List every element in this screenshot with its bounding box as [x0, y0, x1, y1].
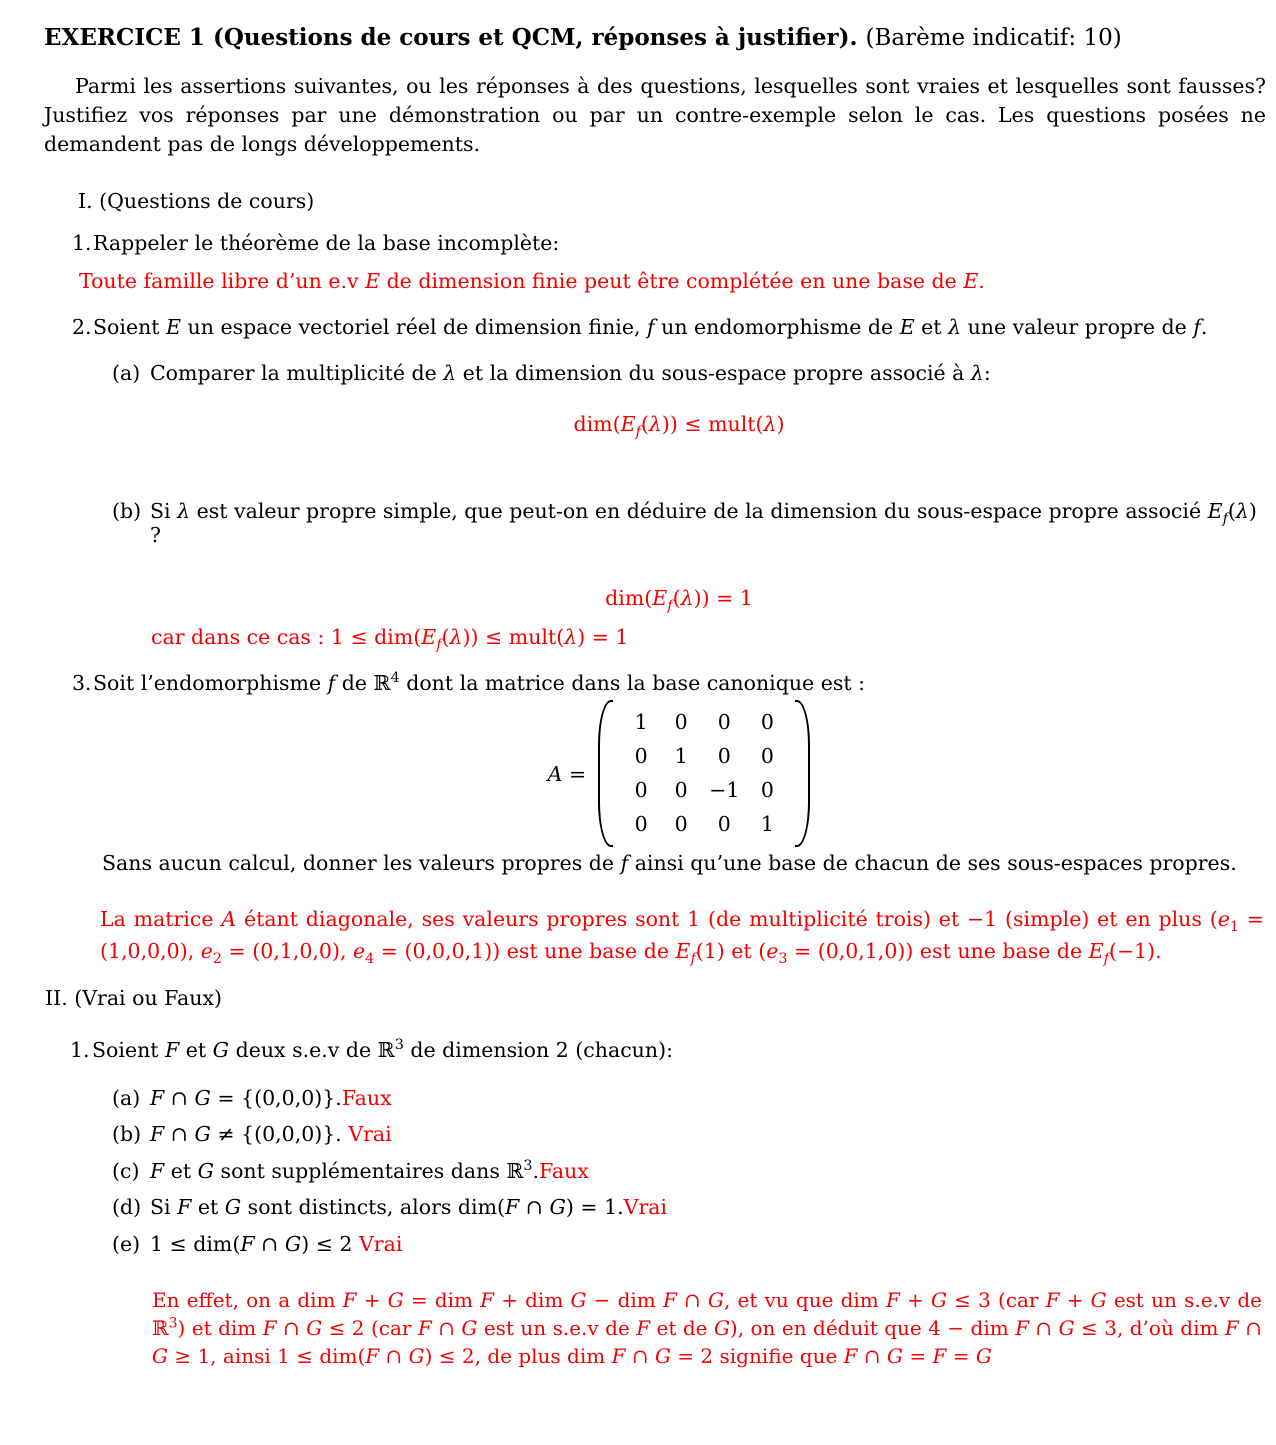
matrix [548, 700, 811, 847]
matrix-cell: 0 [634, 812, 648, 836]
vf-item-b [0, 1122, 1264, 1146]
page-title [44, 24, 1264, 51]
matrix-grid [621, 700, 787, 847]
title-points: (Barème indicatif: 10) [865, 25, 1122, 51]
item-label: (a) [112, 1086, 141, 1110]
matrix-cell: 0 [760, 778, 774, 802]
matrix-cell: 0 [717, 744, 731, 768]
matrix-cell: 0 [717, 812, 731, 836]
question-1 [0, 231, 1264, 255]
answer-1-text: Toute famille libre d’un e.v E de dimension finie peut être complétée en une base de E. [79, 269, 985, 293]
vf-item-c [0, 1159, 1264, 1183]
title-bold: EXERCICE 1 (Questions de cours et QCM, réponses à justifier). [44, 24, 858, 51]
question-2b-text: Si λ est valeur propre simple, que peut-on en déduire de la dimension du sous-espace propre associé $E_f(\lambda)$ ? [150, 499, 1257, 547]
matrix-cell: 0 [634, 778, 648, 802]
question-2 [0, 315, 1264, 339]
vf-item-c-text: F et G sont supplémentaires dans ℝ$^3$.Faux [150, 1158, 589, 1183]
matrix-cell: 0 [760, 744, 774, 768]
matrix-cell: −1 [709, 778, 740, 802]
answer-3-text: La matrice A étant diagonale, ses valeurs propres sont 1 (de multiplicité trois) et −1 (simple) et en plus ($e_1 = (1,0,0,0)$, $e_2 = (0,1,0,0)$, $e_4 = (0,0,0,1)$) est une base de $E_f(1)$ et $(e_3 = (0,0,1,0))$ est une base de $E_f(-1)$. [100, 907, 1264, 968]
item-label: (b) [112, 499, 142, 523]
item-label: 1. [72, 231, 92, 255]
vf-item-a [0, 1086, 1264, 1110]
vf-item-d-text: Si F et G sont distincts, alors dim(F ∩ G) = 1.Vrai [150, 1195, 668, 1219]
left-parenthesis-icon [598, 700, 613, 847]
formula-dim-leq-mult: $dim(E_f(\lambda))$ ≤ mult(λ) [573, 412, 785, 441]
matrix-cell: 0 [674, 710, 688, 734]
matrix-equation [100, 700, 1258, 847]
matrix-cell: 1 [760, 812, 774, 836]
matrix-cell: 1 [674, 744, 688, 768]
question-3-followup: Sans aucun calcul, donner les valeurs propres de f ainsi qu’une base de chacun de ses sous-espaces propres. [102, 851, 1237, 875]
matrix-cell: 0 [634, 744, 648, 768]
item-label: (a) [112, 361, 141, 385]
item-label: (c) [112, 1159, 140, 1183]
vf-item-b-text: F ∩ G ≠ {(0,0,0)}. Vrai [150, 1122, 392, 1146]
question-2b [0, 499, 1264, 547]
item-label: 3. [72, 671, 92, 695]
vf-question-1-text: Soient F et G deux s.e.v de ℝ$^3$ de dimension 2 (chacun): [92, 1037, 673, 1062]
matrix-label: A = [547, 761, 587, 786]
question-2-text: Soient E un espace vectoriel réel de dimension finie, f un endomorphisme de E et λ une valeur propre de f. [93, 315, 1208, 339]
matrix-cell: 0 [674, 812, 688, 836]
formula-dim-eq-1: $dim(E_f(\lambda)) = 1$ [605, 586, 753, 615]
item-label: 1. [70, 1038, 90, 1062]
question-2a-text: Comparer la multiplicité de λ et la dimension du sous-espace propre associé à λ: [150, 361, 991, 385]
item-label: (b) [112, 1122, 142, 1146]
matrix-cell: 0 [717, 710, 731, 734]
matrix-cell: 1 [634, 710, 648, 734]
formula-justification: car dans ce cas : $1 \le dim(E_f(\lambda))$ ≤ mult(λ) = 1 [151, 625, 629, 654]
matrix-cell: 0 [674, 778, 688, 802]
vf-item-e-text: 1 ≤ dim(F ∩ G) ≤ 2 Vrai [150, 1232, 403, 1256]
section-i-header: I. (Questions de cours) [78, 189, 315, 213]
section-ii-header: II. (Vrai ou Faux) [45, 986, 223, 1010]
item-label: 2. [72, 315, 92, 339]
vf-justification: En effet, on a dim F + G = dim F + dim G − dim F ∩ G, et vu que dim F + G ≤ 3 (car F + G est un s.e.v de ℝ$^3$) et dim F ∩ G ≤ 2 (car F ∩ G est un s.e.v de F et de G), on en déduit que 4 − dim F ∩ G ≤ 3, d’où dim F ∩ G ≥ 1, ainsi 1 ≤ dim(F ∩ G) ≤ 2, de plus dim F ∩ G = 2 signifie que F ∩ G = F = G [152, 1288, 1263, 1368]
question-3 [0, 671, 1264, 695]
question-3-text: Soit l’endomorphisme f de ℝ$^4$ dont la matrice dans la base canonique est : [93, 670, 866, 695]
vf-question-1 [0, 1038, 1264, 1062]
item-label: (d) [112, 1195, 142, 1219]
vf-item-d [0, 1195, 1264, 1219]
question-2a [0, 361, 1264, 385]
item-label: (e) [112, 1232, 141, 1256]
question-1-text: Rappeler le théorème de la base incomplète: [93, 231, 560, 255]
vf-item-e [0, 1232, 1264, 1256]
vf-item-a-text: F ∩ G = {(0,0,0)}.Faux [150, 1086, 392, 1110]
right-parenthesis-icon [795, 700, 810, 847]
matrix-cell: 0 [760, 710, 774, 734]
intro-paragraph: Parmi les assertions suivantes, ou les réponses à des questions, lesquelles sont vraies et lesquelles sont fausses? Justifiez vos réponses par une démonstration ou par un contre-exemple selon le cas. Les questions posées ne demandent pas de longs développements. [44, 74, 1266, 156]
